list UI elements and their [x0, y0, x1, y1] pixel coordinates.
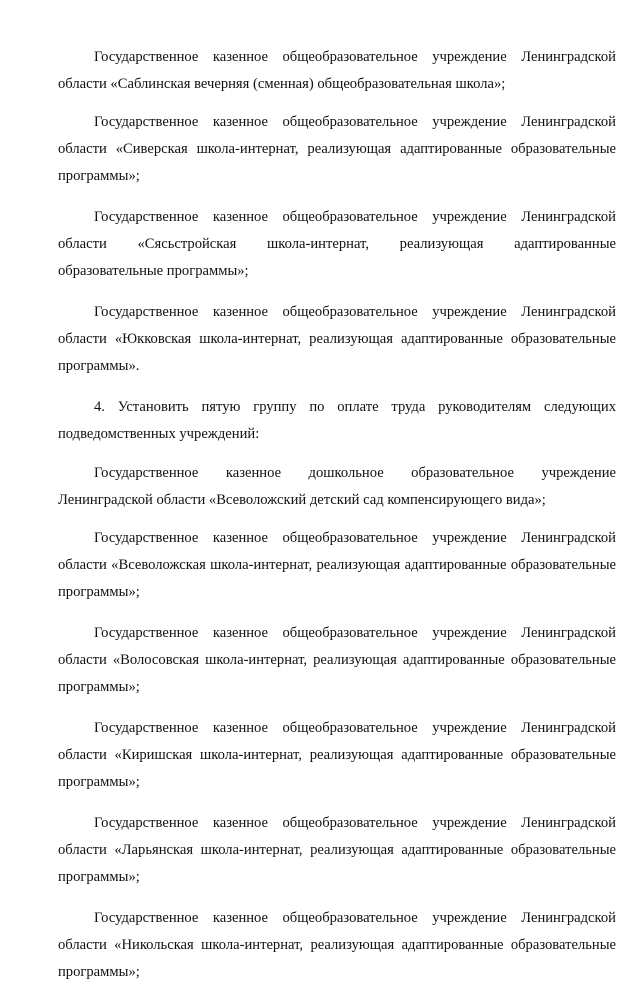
- paragraph-kirishskaya-school: Государственное казенное общеобразовательное учреждение Ленинградской области «Киришская школа-интернат, реализующая адаптированные образовательные программы»;: [58, 720, 616, 790]
- paragraph-sablinskaya-school: Государственное казенное общеобразовательное учреждение Ленинградской области «Саблинская вечерняя (сменная) общеобразовательная школа»;: [58, 49, 616, 92]
- paragraph-siverskaya-school: Государственное казенное общеобразовательное учреждение Ленинградской области «Сиверская школа-интернат, реализующая адаптированные образовательные программы»;: [58, 114, 616, 184]
- paragraph-item-4-fifth-group: 4. Установить пятую группу по оплате труда руководителям следующих подведомственных учреждений:: [58, 399, 616, 442]
- paragraph-laryanskaya-school: Государственное казенное общеобразовательное учреждение Ленинградской области «Ларьянская школа-интернат, реализующая адаптированные образовательные программы»;: [58, 815, 616, 885]
- paragraph-vsevolozhsk-kindergarten: Государственное казенное дошкольное образовательное учреждение Ленинградской области «Всеволожский детский сад компенсирующего вида»;: [58, 465, 616, 508]
- paragraph-volosovskaya-school: Государственное казенное общеобразовательное учреждение Ленинградской области «Волосовская школа-интернат, реализующая адаптированные образовательные программы»;: [58, 625, 616, 695]
- paragraph-nikolskaya-school: Государственное казенное общеобразовательное учреждение Ленинградской области «Никольская школа-интернат, реализующая адаптированные образовательные программы»;: [58, 910, 616, 980]
- paragraph-syasstroyskaya-school: Государственное казенное общеобразовательное учреждение Ленинградской области «Сясьстройская школа-интернат, реализующая адаптированные образовательные программы»;: [58, 209, 616, 279]
- paragraph-yukkovskaya-school: Государственное казенное общеобразовательное учреждение Ленинградской области «Юкковская школа-интернат, реализующая адаптированные образовательные программы».: [58, 304, 616, 374]
- paragraph-vsevolozhskaya-school: Государственное казенное общеобразовательное учреждение Ленинградской области «Всеволожская школа-интернат, реализующая адаптированные образовательные программы»;: [58, 530, 616, 600]
